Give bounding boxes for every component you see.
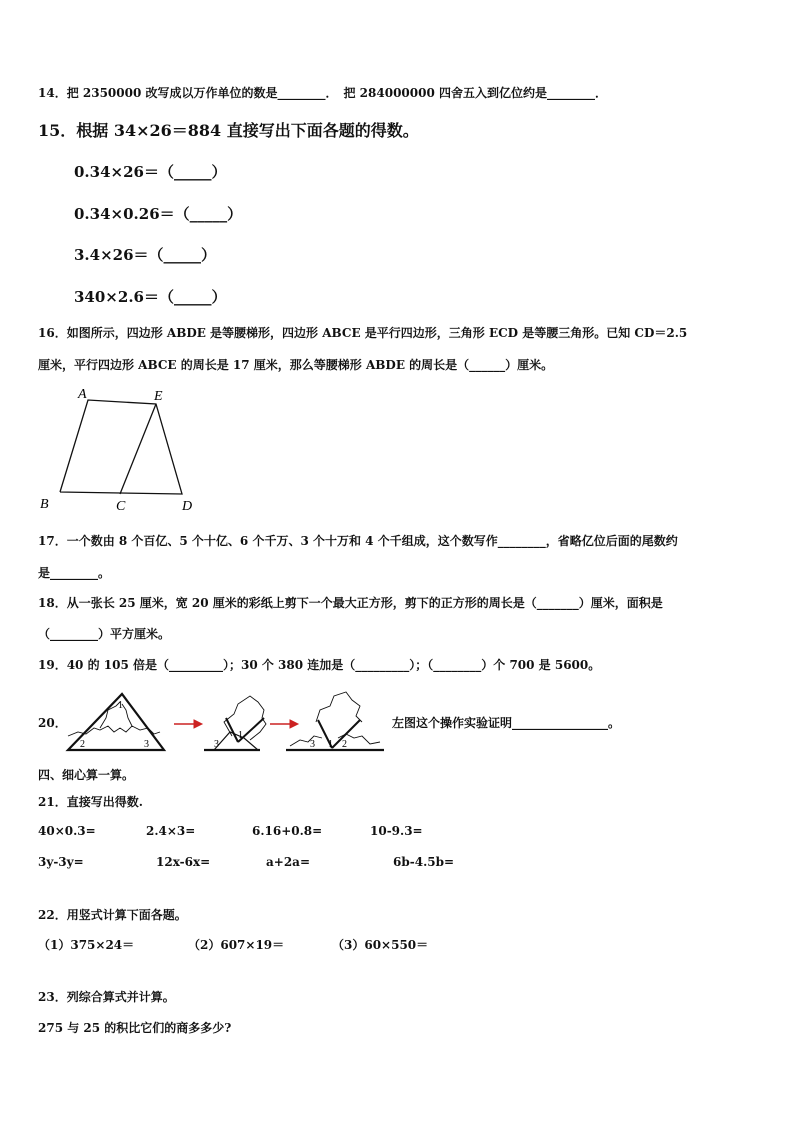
q22-item-1: （1）375×24＝ (38, 938, 135, 952)
q18-line2: （________）平方厘米。 (38, 627, 171, 641)
q15-item-1: 0.34×26＝（_____） (74, 163, 227, 181)
arrow-icon (174, 720, 202, 728)
angle-3-a: 3 (144, 739, 149, 750)
q21-r1-c2: 2.4×3= (146, 824, 196, 838)
q16-line1: 16．如图所示，四边形 ABDE 是等腰梯形，四边形 ABCE 是平行四边形，三角形 ECD 是等腰三角形。已知 CD＝2.5 (38, 326, 688, 340)
q19-text: 19．40 的 105 倍是（_________）；30 个 380 连加是（_________）；（________）个 700 是 5600。 (38, 658, 601, 672)
q15-item-2: 0.34×0.26＝（_____） (74, 205, 243, 223)
q21-r2-c1: 3y-3y= (38, 855, 84, 869)
q17-line2: 是________。 (38, 566, 111, 580)
angle-3-b: 3 (214, 739, 219, 750)
angle-2-a: 2 (80, 739, 85, 750)
q14-text: 14．把 2350000 改写成以万作单位的数是________． 把 284000000 四舍五入到亿位约是________． (38, 86, 608, 100)
q23-title: 23．列综合算式并计算。 (38, 990, 175, 1004)
q21-r1-c1: 40×0.3= (38, 824, 96, 838)
q21-title: 21．直接写出得数. (38, 795, 143, 809)
trapezoid-outline (60, 400, 182, 494)
q23-body: 275 与 25 的积比它们的商多多少? (38, 1021, 232, 1035)
q18-line1: 18．从一张长 25 厘米，宽 20 厘米的彩纸上剪下一个最大正方形，剪下的正方形的周长是（_______）厘米，面积是 (38, 596, 663, 610)
arrow-icon (270, 720, 298, 728)
label-a: A (78, 387, 87, 402)
q15-item-3: 3.4×26＝（_____） (74, 246, 217, 264)
triangle-experiment-figure (64, 688, 384, 754)
label-b: B (40, 497, 49, 512)
trapezoid-figure (36, 384, 206, 514)
q22-item-2: （2）607×19＝ (188, 938, 285, 952)
q21-r2-c3: a+2a= (266, 855, 311, 869)
angle-1-b: 1 (238, 730, 243, 741)
section-4-title: 四、细心算一算。 (38, 768, 135, 782)
q20-number: 20． (38, 716, 67, 730)
q21-r2-c2: 12x-6x= (156, 855, 211, 869)
q17-line1: 17．一个数由 8 个百亿、5 个十亿、6 个千万、3 个十万和 4 个千组成，这个数写作________，省略亿位后面的尾数约 (38, 534, 678, 548)
q15-item-4: 340×2.6＝（_____） (74, 288, 227, 306)
label-c: C (116, 499, 126, 514)
q16-line2: 厘米，平行四边形 ABCE 的周长是 17 厘米，那么等腰梯形 ABDE 的周长是（______）厘米。 (38, 358, 554, 372)
label-d: D (182, 499, 193, 514)
q22-item-3: （3）60×550＝ (332, 938, 429, 952)
q22-title: 22．用竖式计算下面各题。 (38, 908, 187, 922)
q21-r2-c4: 6b-4.5b= (393, 855, 455, 869)
angle-1-a: 1 (118, 700, 123, 711)
q21-r1-c3: 6.16+0.8= (252, 824, 323, 838)
q21-r1-c4: 10-9.3= (370, 824, 423, 838)
label-e: E (154, 389, 163, 404)
q15-title: 15．根据 34×26＝884 直接写出下面各题的得数。 (38, 121, 419, 140)
angle-3-c: 3 (310, 739, 315, 750)
segment-ec (120, 404, 156, 494)
angle-1-c: 1 (328, 739, 333, 750)
angle-2-c: 2 (342, 739, 347, 750)
q20-text: 左图这个操作实验证明________________。 (392, 716, 621, 730)
